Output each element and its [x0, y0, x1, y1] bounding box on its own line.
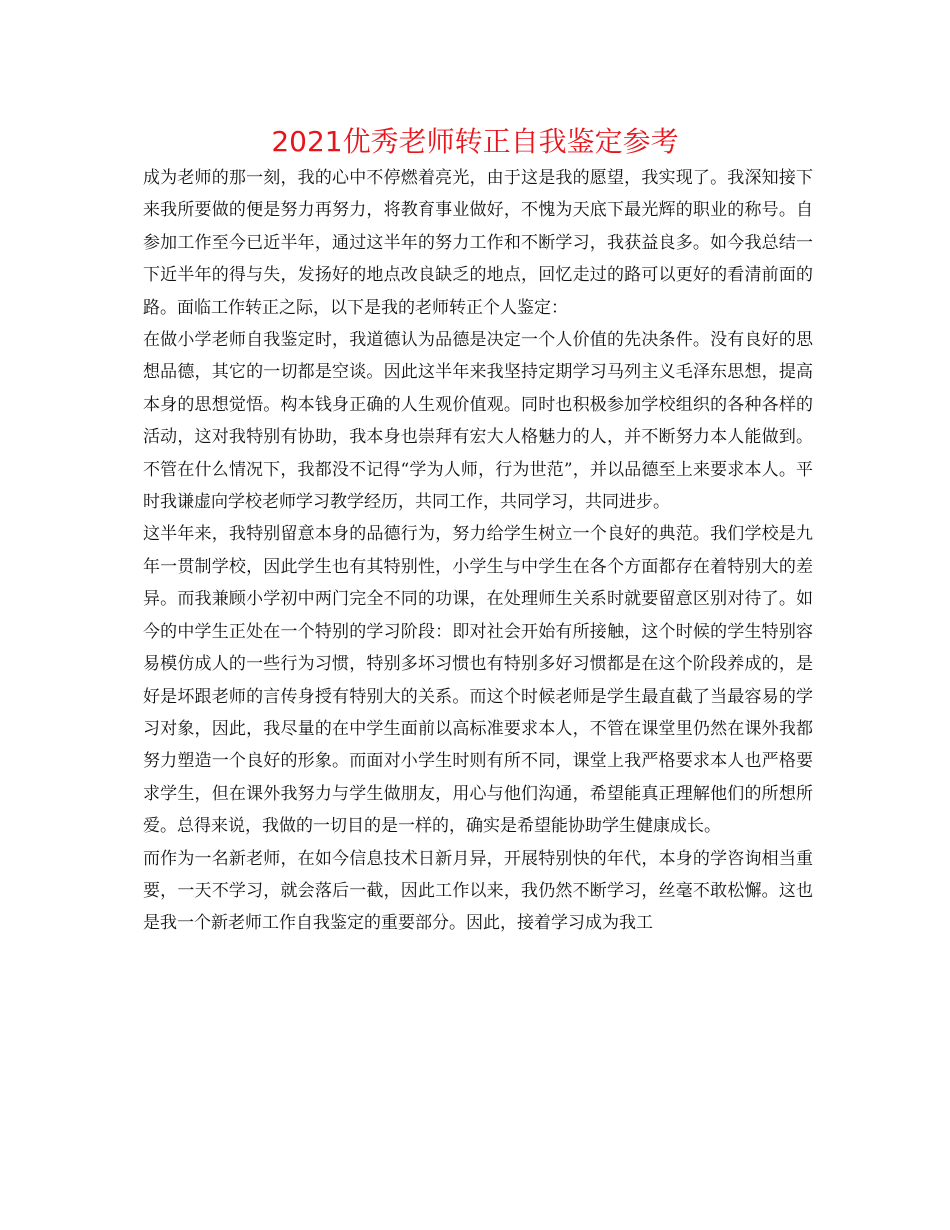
paragraph-1: 成为老师的那一刻，我的心中不停燃着亮光，由于这是我的愿望，我实现了。我深知接下来我所要做的便是努力再努力，将教育事业做好，不愧为天底下最光辉的职业的称号。自参加工作至今已近半年，通过这半年的努力工作和不断学习，我获益良多。如今我总结一下近半年的得与失，发扬好的地点改良缺乏的地点，回忆走过的路可以更好的看清前面的路。面临工作转正之际，以下是我的老师转正个人鉴定：: [143, 168, 813, 318]
paragraph-4: 而作为一名新老师，在如今信息技术日新月异，开展特别快的年代，本身的学咨询相当重要，一天不学习，就会落后一截，因此工作以来，我仍然不断学习，丝毫不敢松懈。这也是我一个新老师工作自我鉴定的重要部分。因此，接着学习成为我工: [143, 848, 813, 934]
paragraph-2: 在做小学老师自我鉴定时，我道德认为品德是决定一个人价值的先决条件。没有良好的思想品德，其它的一切都是空谈。因此这半年来我坚持定期学习马列主义毛泽东思想，提高本身的思想觉悟。构本钱身正确的人生观价值观。同时也积极参加学校组织的各种各样的活动，这对我特别有协助，我本身也崇拜有宏大人格魅力的人，并不断努力本人能做到。不管在什么情况下，我都没不记得“学为人师，行为世范”，并以品德至上来要求本人。平时我谦虚向学校老师学习教学经历，共同工作，共同学习，共同进步。: [143, 330, 813, 513]
document-title: 2021优秀老师转正自我鉴定参考: [271, 125, 679, 158]
paragraph-3: 这半年来，我特别留意本身的品德行为，努力给学生树立一个良好的典范。我们学校是九年一贯制学校，因此学生也有其特别性，小学生与中学生在各个方面都存在着特别大的差异。而我兼顾小学初中两门完全不同的功课，在处理师生关系时就要留意区别对待了。如今的中学生正处在一个特别的学习阶段：即对社会开始有所接触，这个时候的学生特别容易模仿成人的一些行为习惯，特别多坏习惯也有特别多好习惯都是在这个阶段养成的，是好是坏跟老师的言传身授有特别大的关系。而这个时候老师是学生最直截了当最容易的学习对象，因此，我尽量的在中学生面前以高标准要求本人，不管在课堂里仍然在课外我都努力塑造一个良好的形象。而面对小学生时则有所不同，课堂上我严格要求本人也严格要求学生，但在课外我努力与学生做朋友，用心与他们沟通，希望能真正理解他们的所想所爱。总得来说，我做的一切目的是一样的，确实是希望能协助学生健康成长。: [143, 524, 813, 837]
document-body: [143, 162, 813, 940]
